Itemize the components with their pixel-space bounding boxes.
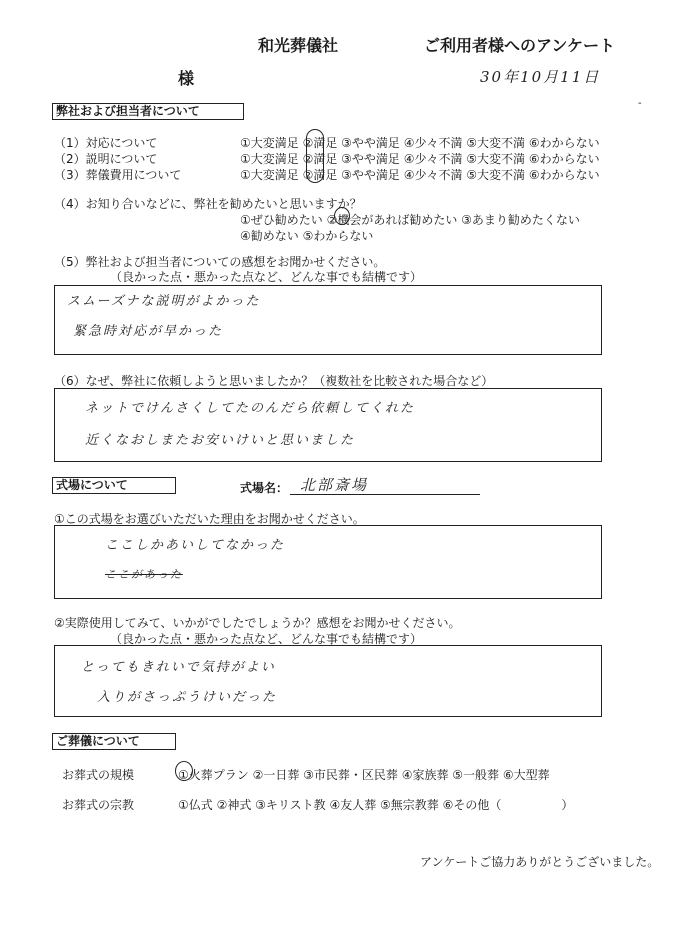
venue-q1-answer-box[interactable] (54, 525, 602, 599)
venue-q2-note: （良かった点・悪かった点など、どんな事でも結構です） (110, 632, 423, 646)
q6-answer-box[interactable] (54, 388, 602, 462)
q2-options[interactable]: ①大変満足 ②満足 ③やや満足 ④少々不満 ⑤大変不満 ⑥わからない (240, 152, 600, 166)
q5-question: （5）弊社および担当者についての感想をお聞かせください。 (54, 255, 386, 269)
q2-label: （2）説明について (54, 152, 158, 166)
q4-question: （4）お知り合いなどに、弊社を勧めたいと思いますか？ (54, 197, 362, 211)
venue-q1-question: ①この式場をお選びいただいた理由をお聞かせください。 (54, 512, 365, 526)
venue-name[interactable]: 北部斎場 (300, 476, 369, 494)
funeral-religion-options[interactable]: ①仏式 ②神式 ③キリスト教 ④友人葬 ⑤無宗教葬 ⑥その他（ ） (178, 798, 574, 812)
selected-answer-circle (334, 207, 350, 225)
company-name: 和光葬儀社 (258, 36, 339, 55)
q3-options[interactable]: ①大変満足 ②満足 ③やや満足 ④少々不満 ⑤大変不満 ⑥わからない (240, 168, 600, 182)
customer-honorific: 様 (178, 69, 195, 88)
stray-mark: - (638, 98, 642, 109)
section-venue-title: 式場について (52, 477, 176, 494)
q6-question: （6）なぜ、弊社に依頼しようと思いましたか？（複数社を比較された場合など） (54, 374, 494, 388)
q6-answer-line1: ネットでけんさくしてたのんだら依頼してくれた (85, 401, 416, 416)
q4-options-line2[interactable]: ④勧めない ⑤わからない (240, 229, 374, 243)
venue-q1-answer-line1: ここしかあいしてなかった (105, 538, 286, 553)
q3-label: （3）葬儀費用について (54, 168, 182, 182)
venue-q1-answer-line2-struck: ここがあった (105, 568, 183, 581)
survey-title: ご利用者様へのアンケート (424, 36, 616, 55)
venue-q2-answer-line1: とってもきれいで気持がよい (81, 660, 276, 675)
q5-answer-box[interactable] (54, 285, 602, 355)
thank-you-note: アンケートご協力ありがとうございました。 (420, 855, 660, 869)
survey-date: 30年10月11日 (480, 68, 601, 86)
venue-q2-answer-line2: 入りがさっぷうけいだった (97, 690, 278, 705)
venue-label: 式場名： (240, 481, 289, 495)
q5-note: （良かった点・悪かった点など、どんな事でも結構です） (110, 270, 423, 284)
funeral-religion-label: お葬式の宗教 (62, 798, 135, 812)
venue-q2-question: ②実際使用してみて、いかがでしたでしょうか？感想をお聞かせください。 (54, 616, 461, 630)
section-funeral-title: ご葬儀について (52, 733, 176, 750)
q5-answer-line2: 緊急時対応が早かった (73, 324, 224, 339)
selected-answer-circle (306, 129, 324, 183)
q1-label: （1）対応について (54, 136, 158, 150)
q1-options[interactable]: ①大変満足 ②満足 ③やや満足 ④少々不満 ⑤大変不満 ⑥わからない (240, 136, 600, 150)
venue-q2-answer-box[interactable] (54, 645, 602, 717)
selected-answer-circle (175, 761, 193, 781)
funeral-scale-options[interactable]: ①火葬プラン ②一日葬 ③市民葬・区民葬 ④家族葬 ⑤一般葬 ⑥大型葬 (178, 768, 550, 782)
q6-answer-line2: 近くなおしまたお安いけいと思いました (85, 433, 356, 448)
funeral-scale-label: お葬式の規模 (62, 768, 135, 782)
section-company-title: 弊社および担当者について (52, 103, 244, 120)
q4-options-line1[interactable]: ①ぜひ勧めたい ②機会があれば勧めたい ③あまり勧めたくない (240, 213, 580, 227)
q5-answer-line1: スムーズナな説明がよかった (67, 294, 261, 309)
